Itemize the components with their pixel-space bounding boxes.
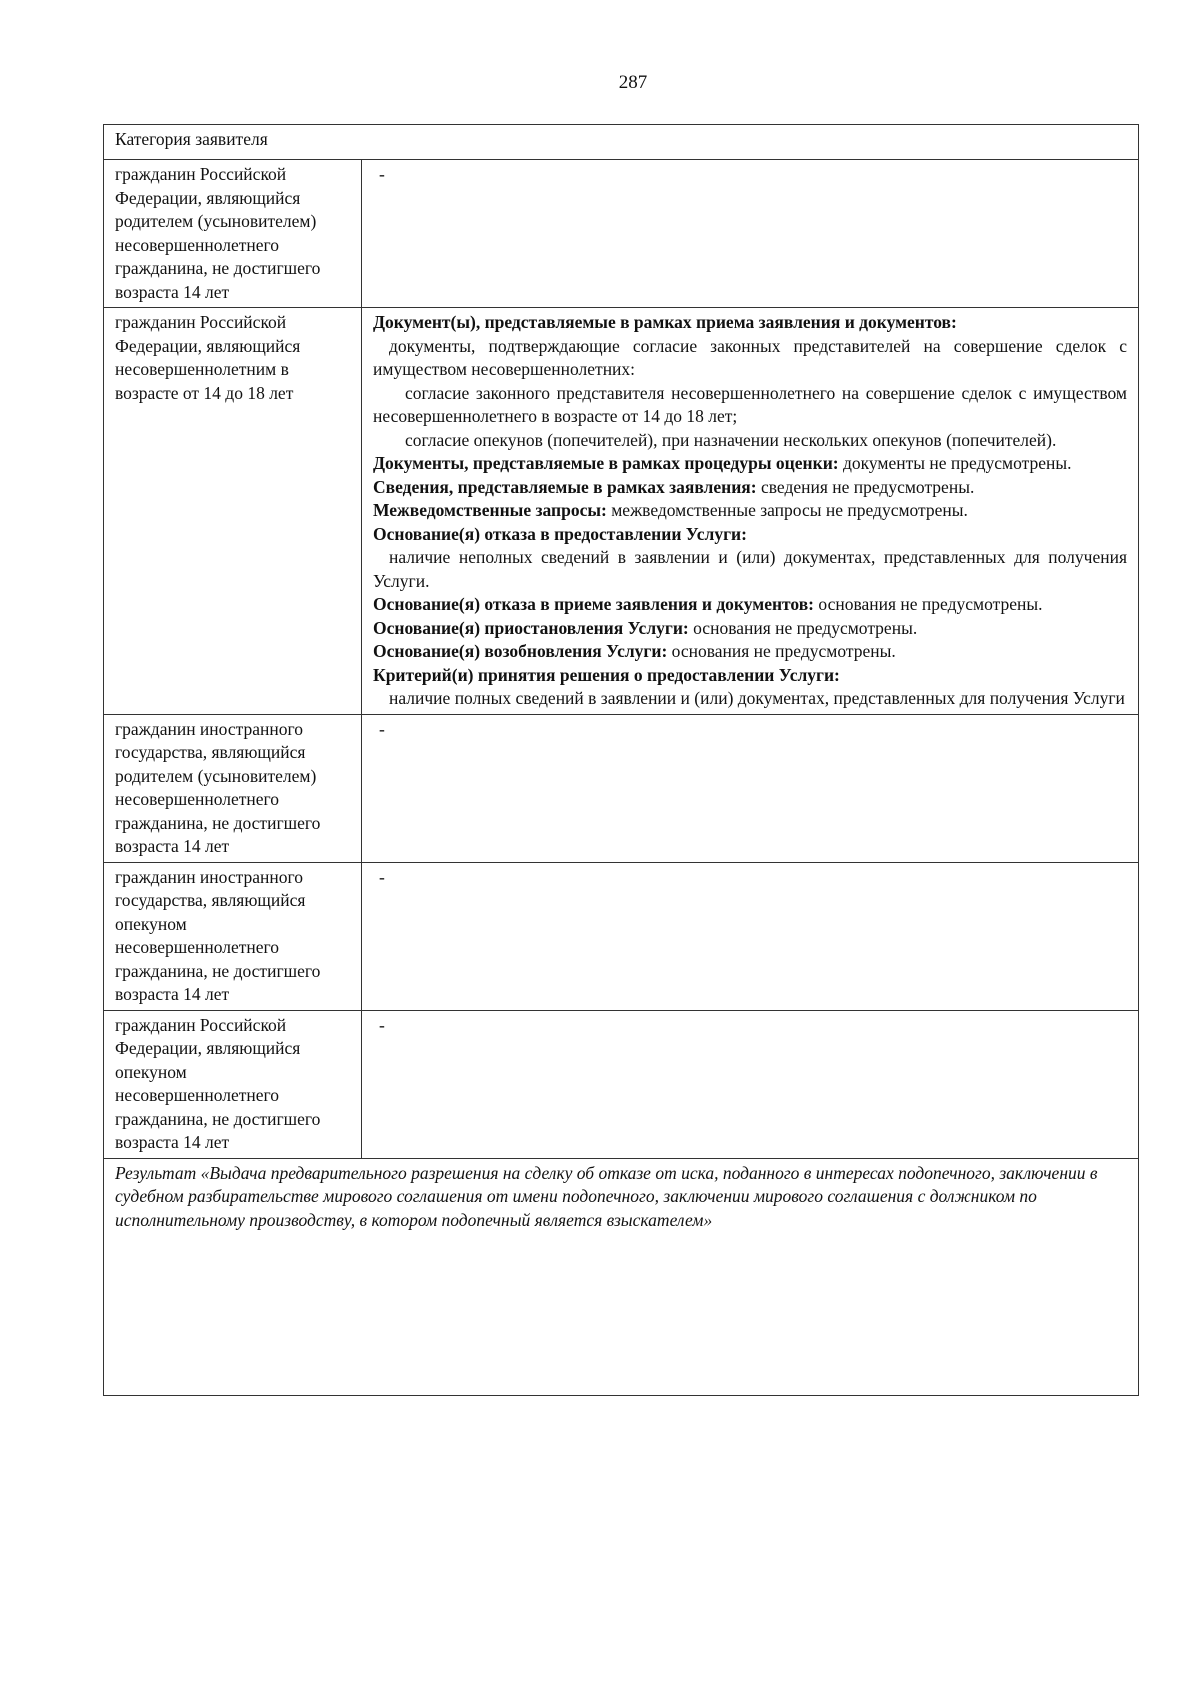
category-cell: гражданин иностранного государства, являющийся опекуном несовершеннолетнего гражданина, не достигшего возраста 14 лет — [104, 862, 362, 1010]
details-cell — [362, 308, 1139, 715]
table-row — [104, 862, 1139, 1010]
resume-text: основания не предусмотрены. — [667, 641, 896, 661]
empty-dash: - — [379, 164, 385, 184]
applicant-category-table — [103, 124, 1139, 1396]
details-cell — [362, 862, 1139, 1010]
result-cell: Результат «Выдача предварительного разрешения на сделку об отказе от иска, поданного в интересах подопечного, заключении в судебном разбирательстве мирового соглашения от имени подопечного, заключении мирового соглашения с должником по исполнительному производству, в котором подопечный является взыскателем» — [104, 1158, 1139, 1395]
suspend-line — [373, 617, 1127, 641]
details-cell — [362, 160, 1139, 308]
page-number: 287 — [618, 72, 648, 93]
refusal-accept-label: Основание(я) отказа в приеме заявления и документов: — [373, 594, 815, 614]
table-header: Категория заявителя — [104, 125, 1139, 160]
docs-item: документы, подтверждающие согласие законных представителей на совершение сделок с имуществом несовершеннолетних: — [373, 335, 1128, 379]
table-row — [104, 308, 1139, 715]
refusal-accept-text: основания не предусмотрены. — [814, 594, 1043, 614]
category-cell: гражданин Российской Федерации, являющийся опекуном несовершеннолетнего гражданина, не достигшего возраста 14 лет — [104, 1010, 362, 1158]
table-row — [104, 1010, 1139, 1158]
info-line — [373, 476, 1127, 500]
criteria-heading: Критерий(и) принятия решения о предоставлении Услуги: — [373, 664, 840, 685]
result-row — [104, 1158, 1139, 1395]
eval-docs-line — [373, 452, 1127, 476]
details-cell — [362, 1010, 1139, 1158]
table-row — [104, 714, 1139, 862]
category-cell: гражданин Российской Федерации, являющийся родителем (усыновителем) несовершеннолетнего гражданина, не достигшего возраста 14 лет — [104, 160, 362, 308]
refusal-service-text: наличие неполных сведений в заявлении и (или) документах, представленных для получения Услуги. — [373, 547, 1128, 591]
interagency-line — [373, 499, 1127, 523]
refusal-service-heading: Основание(я) отказа в предоставлении Услуги: — [373, 523, 747, 544]
empty-dash: - — [379, 718, 385, 739]
criteria-text: наличие полных сведений в заявлении и (или) документах, представленных для получения Услуги — [389, 688, 1125, 708]
refusal-accept-line — [373, 593, 1127, 617]
docs-subitem: согласие законного представителя несовершеннолетнего на совершение сделок с имуществом несовершеннолетнего в возрасте от 14 до 18 лет; — [373, 382, 1128, 426]
category-cell: гражданин Российской Федерации, являющийся несовершеннолетним в возрасте от 14 до 18 лет — [104, 308, 362, 715]
table-row — [104, 160, 1139, 308]
suspend-label: Основание(я) приостановления Услуги: — [373, 617, 689, 638]
category-cell: гражданин иностранного государства, являющийся родителем (усыновителем) несовершеннолетнего гражданина, не достигшего возраста 14 лет — [104, 714, 362, 862]
resume-line — [373, 640, 1127, 664]
empty-dash: - — [379, 866, 385, 887]
info-text: сведения не предусмотрены. — [756, 476, 975, 497]
empty-dash: - — [379, 1014, 385, 1035]
interagency-text: межведомственные запросы не предусмотрены. — [606, 500, 968, 520]
details-cell — [362, 714, 1139, 862]
suspend-text: основания не предусмотрены. — [688, 617, 918, 638]
docs-heading: Документ(ы), представляемые в рамках приема заявления и документов: — [373, 312, 957, 332]
info-label: Сведения, представляемые в рамках заявления: — [373, 476, 757, 497]
table-header-row — [104, 125, 1139, 160]
eval-docs-text: документы не предусмотрены. — [838, 453, 1072, 473]
eval-docs-label: Документы, представляемые в рамках процедуры оценки: — [373, 453, 839, 473]
resume-label: Основание(я) возобновления Услуги: — [373, 641, 668, 661]
interagency-label: Межведомственные запросы: — [373, 500, 607, 520]
docs-subitem: согласие опекунов (попечителей), при назначении нескольких опекунов (попечителей). — [405, 429, 1057, 450]
